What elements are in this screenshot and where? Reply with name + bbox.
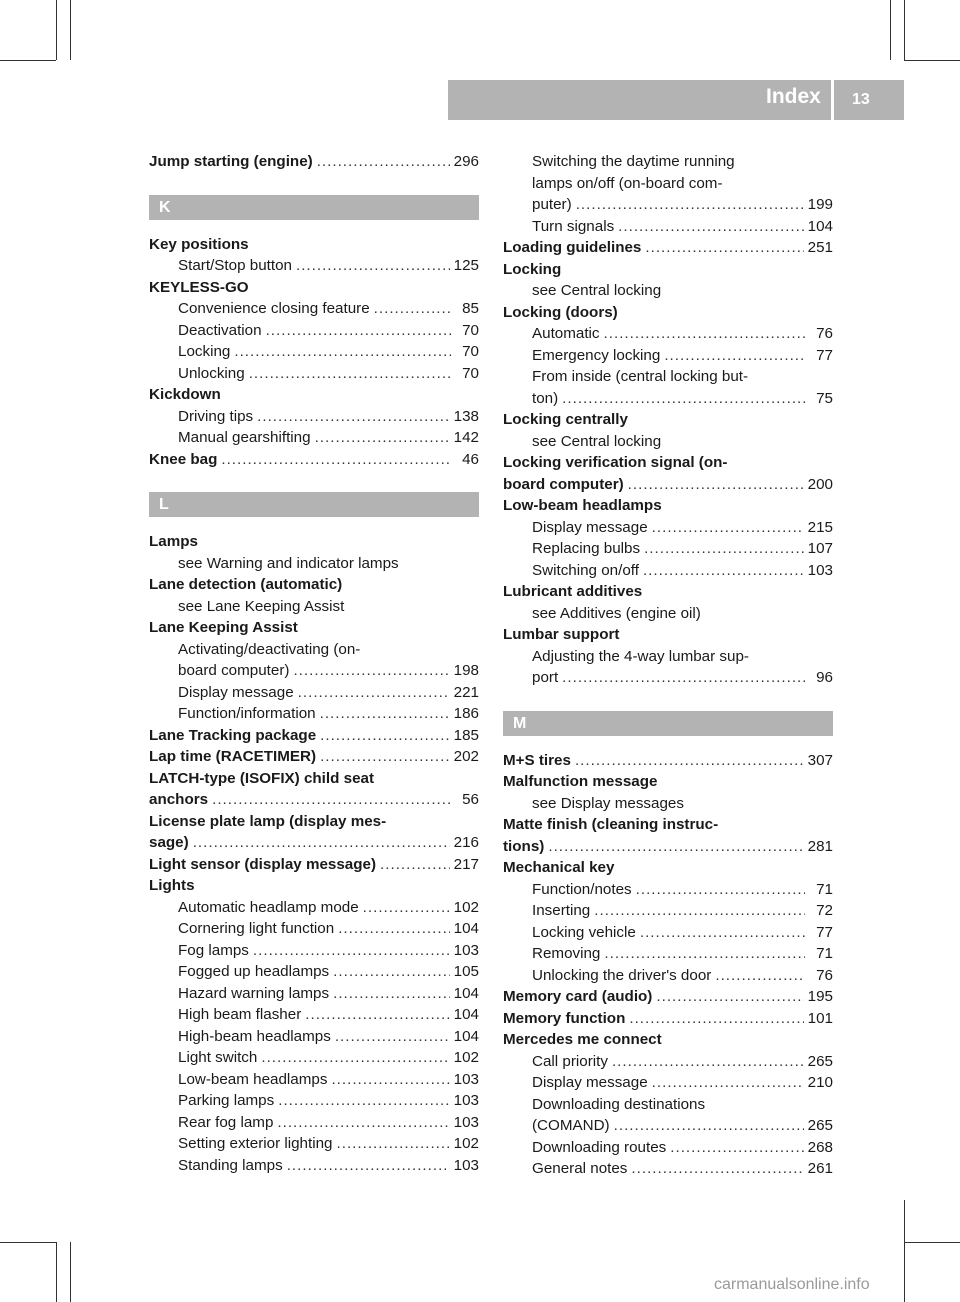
index-subentry	[149, 298, 479, 320]
dot-leader	[629, 1008, 803, 1030]
crop-mark	[890, 0, 891, 60]
index-subentry	[503, 900, 833, 922]
index-heading: Locking centrally	[503, 411, 628, 428]
entry-page-number: 103	[453, 1070, 479, 1088]
entry-label: General notes	[532, 1160, 628, 1177]
crop-mark	[904, 1200, 905, 1302]
entry-page-number: 268	[807, 1138, 833, 1156]
crop-mark	[70, 0, 71, 60]
watermark: carmanualsonline.info	[714, 1276, 870, 1293]
entry-page-number: 76	[816, 966, 833, 984]
index-heading: Mercedes me connect	[503, 1031, 662, 1048]
dot-leader	[335, 1026, 450, 1048]
index-subentry	[149, 1090, 479, 1112]
crop-mark	[56, 0, 57, 60]
entry-page-number: 71	[816, 880, 833, 898]
dot-leader	[594, 900, 805, 922]
entry-label: board computer)	[178, 662, 290, 679]
dot-leader	[305, 1004, 449, 1026]
entry-page-number: 103	[453, 1113, 479, 1131]
entry-label: Downloading routes	[532, 1138, 667, 1156]
entry-label: Call priority	[532, 1052, 608, 1070]
index-entry	[503, 986, 833, 1008]
entry-label: Automatic	[532, 325, 600, 342]
dot-leader	[548, 836, 803, 858]
dot-leader	[278, 1090, 449, 1112]
entry-label: Fog lamps	[178, 941, 249, 959]
section-letter: M	[503, 711, 833, 736]
index-subentry	[503, 943, 833, 965]
entry-label: sage)	[149, 834, 189, 851]
index-subentry	[503, 560, 833, 582]
entry-page-number: 103	[453, 941, 479, 959]
entry-page-number: 307	[807, 751, 833, 769]
dot-leader	[643, 560, 804, 582]
entry-label: Memory function	[503, 1009, 626, 1027]
entry-page-number: 103	[453, 1156, 479, 1174]
dot-leader	[652, 1072, 804, 1094]
index-subentry	[149, 1069, 479, 1091]
entry-label: Inserting	[532, 902, 591, 919]
dot-leader	[576, 194, 804, 216]
dot-leader	[333, 983, 450, 1005]
index-subentry	[149, 660, 479, 682]
index-subtext: Switching the daytime running	[532, 153, 735, 170]
entry-label: Light switch	[178, 1049, 258, 1066]
dot-leader	[618, 216, 803, 238]
index-subentry	[503, 345, 833, 367]
index-entry	[503, 1008, 833, 1030]
index-subentry	[503, 1137, 833, 1159]
entry-label: Replacing bulbs	[532, 540, 641, 557]
entry-page-number: 85	[462, 300, 479, 317]
index-subentry	[149, 1047, 479, 1069]
dot-leader	[656, 986, 803, 1008]
entry-page-number: 77	[816, 346, 833, 364]
entry-page-number: 56	[462, 791, 479, 808]
index-heading: Malfunction message	[503, 773, 658, 790]
index-subentry	[149, 703, 479, 725]
dot-leader	[640, 922, 805, 944]
entry-page-number: 72	[816, 902, 833, 919]
dot-leader	[287, 1155, 450, 1177]
entry-label: Function/notes	[532, 880, 632, 898]
index-subentry	[503, 194, 833, 216]
entry-page-number: 46	[462, 450, 479, 468]
entry-page-number: 296	[453, 153, 479, 170]
index-subentry	[149, 1112, 479, 1134]
entry-page-number: 185	[453, 726, 479, 744]
crop-mark	[0, 60, 56, 61]
index-entry	[149, 789, 479, 811]
index-heading: KEYLESS-GO	[149, 278, 249, 296]
index-subentry	[503, 1051, 833, 1073]
crop-mark	[70, 1242, 71, 1302]
entry-page-number: 104	[807, 217, 833, 235]
entry-label: Unlocking the driver's door	[532, 966, 712, 984]
entry-label: Removing	[532, 945, 601, 962]
index-subtext: lamps on/off (on-board com-	[532, 174, 723, 192]
index-entry	[149, 854, 479, 876]
entry-label: puter)	[532, 196, 572, 213]
index-subentry	[149, 940, 479, 962]
index-subtext: see Display messages	[532, 794, 684, 812]
entry-label: Loading guidelines	[503, 239, 642, 256]
dot-leader	[715, 965, 805, 987]
entry-label: Manual gearshifting	[178, 429, 311, 446]
entry-label: Cornering light function	[178, 920, 335, 937]
dot-leader	[296, 255, 450, 277]
dot-leader	[266, 320, 451, 342]
entry-label: Emergency locking	[532, 346, 661, 364]
entry-page-number: 195	[807, 988, 833, 1005]
entry-page-number: 70	[462, 321, 479, 339]
entry-label: anchors	[149, 791, 209, 808]
dot-leader	[317, 151, 450, 173]
entry-label: Setting exterior lighting	[178, 1135, 333, 1152]
dot-leader	[193, 832, 450, 854]
entry-page-number: 104	[453, 1027, 479, 1045]
index-subentry	[149, 363, 479, 385]
index-subtext: Activating/deactivating (on-	[178, 640, 361, 658]
entry-label: Parking lamps	[178, 1092, 275, 1109]
entry-label: Standing lamps	[178, 1156, 283, 1174]
index-subentry	[503, 922, 833, 944]
index-subentry	[503, 879, 833, 901]
entry-page-number: 125	[453, 257, 479, 274]
index-heading: Key positions	[149, 235, 249, 253]
entry-label: M+S tires	[503, 751, 571, 769]
dot-leader	[652, 517, 804, 539]
index-entry	[503, 474, 833, 496]
entry-page-number: 202	[453, 748, 479, 765]
entry-label: Jump starting (engine)	[149, 153, 313, 170]
entry-page-number: 107	[807, 540, 833, 557]
dot-leader	[261, 1047, 449, 1069]
entry-page-number: 265	[807, 1117, 833, 1134]
index-subentry	[503, 388, 833, 410]
index-subentry	[503, 538, 833, 560]
entry-label: ton)	[532, 389, 559, 407]
entry-page-number: 70	[462, 343, 479, 360]
index-subentry	[503, 965, 833, 987]
dot-leader	[614, 1115, 804, 1137]
entry-page-number: 103	[807, 561, 833, 579]
entry-page-number: 142	[453, 429, 479, 446]
dot-leader	[628, 474, 804, 496]
entry-page-number: 221	[453, 683, 479, 701]
dot-leader	[374, 298, 451, 320]
entry-label: Fogged up headlamps	[178, 963, 330, 980]
entry-page-number: 76	[816, 325, 833, 342]
index-heading: Lane Keeping Assist	[149, 619, 298, 636]
entry-label: Display message	[532, 1074, 648, 1091]
index-entry	[503, 836, 833, 858]
dot-leader	[664, 345, 805, 367]
entry-label: Switching on/off	[532, 561, 639, 579]
entry-page-number: 102	[453, 1049, 479, 1066]
dot-leader	[636, 879, 805, 901]
entry-page-number: 101	[807, 1009, 833, 1027]
index-subtext: From inside (central locking but-	[532, 368, 749, 385]
entry-page-number: 199	[807, 196, 833, 213]
index-heading: Lane detection (automatic)	[149, 576, 343, 593]
entry-label: Rear fog lamp	[178, 1113, 274, 1131]
entry-label: tions)	[503, 837, 545, 855]
dot-leader	[604, 943, 805, 965]
index-subentry	[503, 216, 833, 238]
index-entry	[503, 237, 833, 259]
entry-label: Knee bag	[149, 450, 218, 468]
page-number: 13	[852, 91, 870, 108]
entry-page-number: 105	[453, 963, 479, 980]
dot-leader	[234, 341, 451, 363]
dot-leader	[320, 703, 450, 725]
entry-page-number: 217	[453, 855, 479, 873]
dot-leader	[670, 1137, 803, 1159]
index-subtext: see Central locking	[532, 432, 662, 450]
index-heading: Lubricant additives	[503, 583, 643, 600]
entry-label: Deactivation	[178, 321, 262, 339]
entry-label: Locking vehicle	[532, 923, 636, 941]
dot-leader	[644, 538, 804, 560]
index-subentry	[149, 1004, 479, 1026]
entry-label: Convenience closing feature	[178, 300, 370, 317]
index-subentry	[149, 406, 479, 428]
index-subentry	[503, 1072, 833, 1094]
section-letter: K	[149, 195, 479, 220]
dot-leader	[212, 789, 451, 811]
entry-label: High-beam headlamps	[178, 1027, 331, 1045]
entry-label: Hazard warning lamps	[178, 984, 330, 1002]
crop-mark	[904, 1242, 960, 1243]
entry-label: (COMAND)	[532, 1117, 610, 1134]
dot-leader	[645, 237, 803, 259]
entry-label: Turn signals	[532, 217, 615, 235]
entry-label: Driving tips	[178, 407, 254, 425]
index-subentry	[503, 1115, 833, 1137]
index-entry	[149, 725, 479, 747]
index-subentry	[149, 983, 479, 1005]
dot-leader	[253, 940, 450, 962]
index-heading: Locking	[503, 260, 562, 278]
index-heading: Locking verification signal (on-	[503, 454, 728, 471]
dot-leader	[333, 961, 450, 983]
entry-page-number: 96	[816, 669, 833, 686]
index-subentry	[149, 255, 479, 277]
entry-label: Unlocking	[178, 364, 245, 382]
crop-mark	[56, 1242, 57, 1302]
index-column-right	[503, 151, 833, 1180]
entry-page-number: 77	[816, 923, 833, 941]
entry-page-number: 102	[453, 1135, 479, 1152]
entry-label: Lap time (RACETIMER)	[149, 748, 317, 765]
entry-page-number: 186	[453, 705, 479, 722]
entry-page-number: 216	[453, 834, 479, 851]
dot-leader	[257, 406, 450, 428]
entry-page-number: 103	[453, 1092, 479, 1109]
entry-page-number: 138	[453, 407, 479, 425]
dot-leader	[320, 725, 450, 747]
header-separator	[831, 80, 834, 120]
index-heading: Kickdown	[149, 386, 221, 403]
entry-page-number: 265	[807, 1052, 833, 1070]
dot-leader	[604, 323, 805, 345]
dot-leader	[575, 750, 804, 772]
entry-label: Low-beam headlamps	[178, 1070, 328, 1088]
dot-leader	[221, 449, 451, 471]
entry-page-number: 104	[453, 984, 479, 1002]
entry-label: Start/Stop button	[178, 257, 292, 274]
entry-label: port	[532, 669, 559, 686]
index-heading: Lights	[149, 877, 195, 894]
index-heading: Lamps	[149, 533, 198, 550]
index-entry	[149, 832, 479, 854]
index-subtext: Adjusting the 4-way lumbar sup-	[532, 647, 749, 665]
entry-page-number: 210	[807, 1074, 833, 1091]
index-subentry	[503, 517, 833, 539]
dot-leader	[277, 1112, 449, 1134]
index-subentry	[503, 1158, 833, 1180]
header-title: Index	[766, 85, 821, 108]
entry-page-number: 104	[453, 1006, 479, 1023]
index-subentry	[149, 682, 479, 704]
entry-page-number: 102	[453, 898, 479, 916]
entry-page-number: 70	[462, 364, 479, 382]
entry-label: Memory card (audio)	[503, 988, 653, 1005]
dot-leader	[331, 1069, 449, 1091]
dot-leader	[562, 388, 805, 410]
dot-leader	[363, 897, 450, 919]
entry-page-number: 215	[807, 518, 833, 536]
index-entry	[149, 746, 479, 768]
index-subtext: see Additives (engine oil)	[532, 604, 701, 622]
entry-label: board computer)	[503, 475, 624, 493]
index-entry	[149, 151, 479, 173]
entry-label: Lane Tracking package	[149, 726, 317, 744]
crop-mark	[0, 1242, 56, 1243]
index-subtext: see Warning and indicator lamps	[178, 554, 399, 572]
index-subentry	[149, 897, 479, 919]
dot-leader	[338, 918, 449, 940]
dot-leader	[562, 667, 805, 689]
dot-leader	[298, 682, 450, 704]
index-subtext: see Central locking	[532, 282, 662, 299]
entry-page-number: 104	[453, 920, 479, 937]
entry-page-number: 281	[807, 837, 833, 855]
entry-label: High beam flasher	[178, 1006, 302, 1023]
dot-leader	[315, 427, 450, 449]
dot-leader	[293, 660, 449, 682]
dot-leader	[249, 363, 451, 385]
index-entry	[149, 449, 479, 471]
index-heading: Lumbar support	[503, 626, 620, 643]
crop-mark	[904, 0, 905, 60]
entry-page-number: 251	[807, 239, 833, 256]
entry-page-number: 75	[816, 389, 833, 407]
index-subtext: Downloading destinations	[532, 1095, 706, 1113]
entry-label: Light sensor (display message)	[149, 855, 377, 873]
index-subentry	[503, 323, 833, 345]
dot-leader	[631, 1158, 803, 1180]
index-column-left	[149, 151, 479, 1176]
index-heading: Mechanical key	[503, 859, 615, 876]
entry-page-number: 261	[807, 1160, 833, 1177]
index-subentry	[149, 961, 479, 983]
index-heading: Low-beam headlamps	[503, 497, 662, 514]
index-subentry	[149, 918, 479, 940]
entry-label: Display message	[532, 518, 648, 536]
dot-leader	[380, 854, 450, 876]
index-heading: LATCH-type (ISOFIX) child seat	[149, 769, 375, 787]
index-heading: Locking (doors)	[503, 303, 618, 321]
index-subentry	[149, 341, 479, 363]
index-subentry	[149, 1026, 479, 1048]
dot-leader	[612, 1051, 804, 1073]
entry-page-number: 200	[807, 475, 833, 493]
entry-page-number: 198	[453, 662, 479, 679]
entry-page-number: 71	[816, 945, 833, 962]
index-subtext: see Lane Keeping Assist	[178, 597, 345, 615]
index-entry	[503, 750, 833, 772]
index-subentry	[149, 320, 479, 342]
entry-label: Function/information	[178, 705, 316, 722]
entry-label: Locking	[178, 343, 231, 360]
index-heading: Matte finish (cleaning instruc-	[503, 816, 719, 833]
index-subentry	[149, 1155, 479, 1177]
entry-label: Automatic headlamp mode	[178, 898, 359, 916]
index-subentry	[149, 427, 479, 449]
section-letter: L	[149, 492, 479, 517]
crop-mark	[904, 60, 960, 61]
index-heading: License plate lamp (display mes-	[149, 812, 387, 830]
dot-leader	[320, 746, 450, 768]
index-subentry	[149, 1133, 479, 1155]
header-bar	[448, 80, 904, 120]
entry-label: Display message	[178, 683, 294, 701]
dot-leader	[337, 1133, 450, 1155]
index-subentry	[503, 667, 833, 689]
